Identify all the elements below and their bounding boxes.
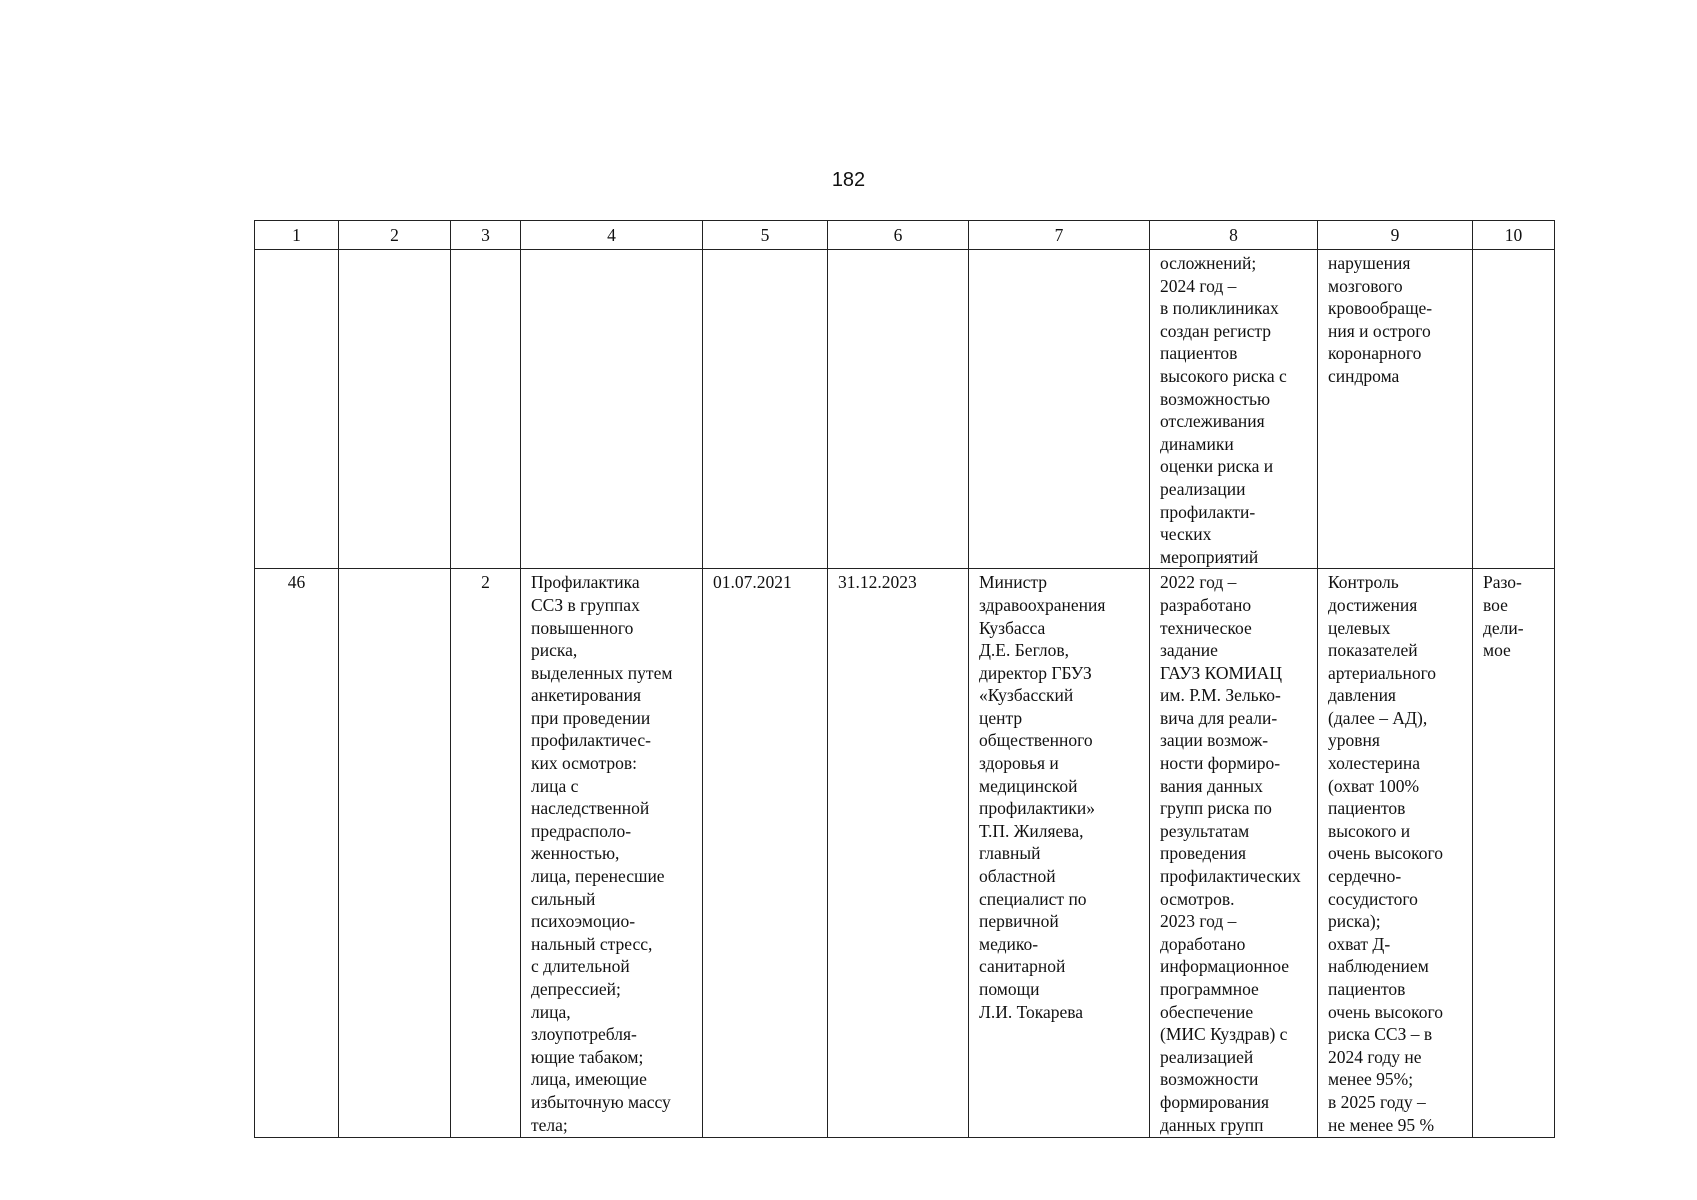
cell-text-line: главный	[979, 843, 1041, 864]
column-number: 3	[451, 221, 521, 250]
cell-text-line: наследственной	[531, 798, 650, 819]
responsible-cell	[969, 250, 1150, 569]
cell-text-line: в 2025 году –	[1328, 1091, 1426, 1112]
cell-text-line: групп риска по	[1160, 798, 1272, 819]
cell-text-line: ющие табаком;	[531, 1046, 644, 1067]
cell-text-line: риска,	[531, 640, 578, 661]
cell-text-line: холестерина	[1328, 753, 1420, 774]
cell-text-line: результатам	[1160, 820, 1250, 841]
cell-text-line: тела;	[531, 1114, 568, 1135]
cell-col3	[451, 250, 521, 569]
cell-text-line: (МИС Куздрав) с	[1160, 1024, 1288, 1045]
cell-text-line: отслеживания	[1160, 411, 1265, 432]
cell-text-line: профилакти-	[1160, 501, 1256, 522]
cell-text-line: реализации	[1160, 478, 1246, 499]
measure-name-cell	[521, 569, 703, 1138]
note-cell	[1473, 250, 1555, 569]
cell-text-line: центр	[979, 707, 1023, 728]
cell-text-line: Разо-	[1483, 572, 1522, 593]
start-date-cell: 01.07.2021	[703, 569, 828, 1138]
page-number: 182	[831, 169, 866, 191]
cell-text-line: в поликлиниках	[1160, 298, 1279, 319]
cell-text-line: «Кузбасский	[979, 685, 1074, 706]
cell-text-line: лица с	[531, 775, 579, 796]
cell-text-line: ССЗ в группах	[531, 594, 640, 615]
measures-table	[254, 220, 1555, 1138]
indicator-cell	[1318, 569, 1473, 1138]
column-numbers-row	[255, 221, 1555, 250]
cell-text-line: охват Д-	[1328, 933, 1391, 954]
cell-text-line: ности формиро-	[1160, 753, 1281, 774]
cell-text-line: коронарного	[1328, 343, 1422, 364]
cell-text-line: помощи	[979, 979, 1040, 999]
cell-text-line: задание	[1160, 640, 1218, 661]
cell-text-line: обеспечение	[1160, 1001, 1254, 1022]
column-number: 5	[703, 221, 828, 250]
row-number-cell: 46	[255, 569, 339, 1138]
cell-text-line: пациентов	[1328, 979, 1406, 999]
cell-text-line: оценки риска и	[1160, 456, 1274, 477]
cell-text-line: специалист по	[979, 888, 1087, 909]
cell-text-line: динамики	[1160, 433, 1234, 454]
cell-text-line: анкетирования	[531, 685, 642, 706]
cell-text-line: выделенных путем	[531, 662, 673, 683]
cell-text-line: профилактичес-	[531, 730, 651, 751]
cell-text-line: очень высокого	[1328, 1001, 1443, 1022]
cell-text-line: лица, имеющие	[531, 1069, 647, 1090]
cell-text-line: возможности	[1160, 1069, 1259, 1090]
cell-text-line: при проведении	[531, 707, 651, 728]
cell-text-line: областной	[979, 866, 1056, 887]
cell-text-line: предрасполо-	[531, 820, 632, 841]
row-number-cell	[255, 250, 339, 569]
cell-text-line: медико-	[979, 933, 1039, 954]
cell-text-line: ких осмотров:	[531, 753, 638, 774]
cell-text-line: проведения	[1160, 843, 1247, 864]
cell-text-line: мозгового	[1328, 275, 1403, 296]
cell-text-line: женностью,	[531, 843, 620, 864]
cell-text-line: осложнений;	[1160, 253, 1257, 273]
cell-text-line: лица,	[531, 1001, 571, 1022]
cell-text-line: возможностью	[1160, 388, 1271, 409]
cell-text-line: сосудистого	[1328, 888, 1418, 909]
cell-text-line: общественного	[979, 730, 1093, 751]
cell-text-line: дели-	[1483, 617, 1524, 638]
column-number: 2	[339, 221, 451, 250]
note-cell	[1473, 569, 1555, 1138]
cell-text-line: менее 95%;	[1328, 1069, 1414, 1090]
cell-text-line: повышенного	[531, 617, 634, 638]
cell-text-line: вича для реали-	[1160, 707, 1278, 728]
column-number: 10	[1473, 221, 1555, 250]
cell-text-line: артериального	[1328, 662, 1437, 683]
cell-text-line: риска ССЗ – в	[1328, 1024, 1433, 1045]
cell-text-line: Профилактика	[531, 572, 640, 593]
cell-text-line: сильный	[531, 888, 596, 909]
cell-text-line: программное	[1160, 979, 1259, 999]
cell-text-line: с длительной	[531, 956, 630, 977]
cell-text-line: риска);	[1328, 911, 1381, 932]
cell-text-line: мероприятий	[1160, 546, 1259, 567]
cell-text-line: Т.П. Жиляева,	[979, 820, 1084, 841]
cell-text-line: ческих	[1160, 524, 1212, 545]
end-date-cell: 31.12.2023	[828, 569, 969, 1138]
cell-text-line: Л.И. Токарева	[979, 1001, 1084, 1022]
cell-text-line: санитарной	[979, 956, 1066, 977]
table-row	[255, 250, 1555, 569]
column-number: 6	[828, 221, 969, 250]
cell-text-line: (далее – АД),	[1328, 707, 1428, 728]
cell-text-line: разработано	[1160, 594, 1252, 615]
cell-text-line: наблюдением	[1328, 956, 1429, 977]
start-date-cell	[703, 250, 828, 569]
cell-text-line: ния и острого	[1328, 320, 1431, 341]
column-number: 8	[1150, 221, 1318, 250]
cell-text-line: (охват 100%	[1328, 775, 1420, 796]
cell-text-line: зации возмож-	[1160, 730, 1269, 751]
cell-text-line: реализацией	[1160, 1046, 1254, 1067]
cell-text-line: Контроль	[1328, 572, 1399, 593]
cell-text-line: техническое	[1160, 617, 1252, 638]
cell-text-line: первичной	[979, 911, 1059, 932]
cell-text-line: данных групп	[1160, 1114, 1264, 1135]
cell-text-line: информационное	[1160, 956, 1289, 977]
table-row	[255, 569, 1555, 1138]
column-number: 1	[255, 221, 339, 250]
cell-col3: 2	[451, 569, 521, 1138]
cell-text-line: депрессией;	[531, 979, 621, 999]
cell-text-line: показателей	[1328, 640, 1418, 661]
cell-text-line: профилактических	[1160, 866, 1301, 887]
cell-text-line: нарушения	[1328, 253, 1411, 273]
cell-col2	[339, 569, 451, 1138]
cell-text-line: 2024 году не	[1328, 1046, 1422, 1067]
cell-text-line: здравоохранения	[979, 594, 1106, 615]
cell-text-line: вое	[1483, 594, 1508, 615]
cell-text-line: очень высокого	[1328, 843, 1443, 864]
cell-text-line: медицинской	[979, 775, 1078, 796]
cell-text-line: сердечно-	[1328, 866, 1402, 887]
cell-text-line: 2022 год –	[1160, 572, 1237, 593]
indicator-cell	[1318, 250, 1473, 569]
cell-text-line: лица, перенесшие	[531, 866, 665, 887]
cell-text-line: осмотров.	[1160, 888, 1235, 909]
responsible-cell	[969, 569, 1150, 1138]
cell-text-line: 2024 год –	[1160, 275, 1237, 296]
cell-text-line: давления	[1328, 685, 1396, 706]
cell-col2	[339, 250, 451, 569]
cell-text-line: высокого риска с	[1160, 365, 1287, 386]
end-date-cell	[828, 250, 969, 569]
result-cell	[1150, 569, 1318, 1138]
cell-text-line: профилактики»	[979, 798, 1095, 819]
cell-text-line: 2023 год –	[1160, 911, 1237, 932]
cell-text-line: создан регистр	[1160, 320, 1271, 341]
cell-text-line: мое	[1483, 640, 1511, 661]
result-cell	[1150, 250, 1318, 569]
cell-text-line: директор ГБУЗ	[979, 662, 1092, 683]
cell-text-line: Д.Е. Беглов,	[979, 640, 1069, 661]
cell-text-line: психоэмоцио-	[531, 911, 636, 932]
column-number: 7	[969, 221, 1150, 250]
cell-text-line: кровообраще-	[1328, 298, 1433, 319]
cell-text-line: здоровья и	[979, 753, 1059, 774]
cell-text-line: доработано	[1160, 933, 1246, 954]
cell-text-line: им. Р.М. Зелько-	[1160, 685, 1281, 706]
cell-text-line: уровня	[1328, 730, 1380, 751]
cell-text-line: синдрома	[1328, 365, 1400, 386]
cell-text-line: ГАУЗ КОМИАЦ	[1160, 662, 1282, 683]
cell-text-line: целевых	[1328, 617, 1391, 638]
cell-text-line: пациентов	[1160, 343, 1238, 364]
cell-text-line: нальный стресс,	[531, 933, 653, 954]
cell-text-line: формирования	[1160, 1091, 1270, 1112]
cell-text-line: злоупотребля-	[531, 1024, 637, 1045]
column-number: 4	[521, 221, 703, 250]
cell-text-line: пациентов	[1328, 798, 1406, 819]
cell-text-line: вания данных	[1160, 775, 1263, 796]
cell-text-line: не менее 95 %	[1328, 1114, 1435, 1135]
cell-text-line: избыточную массу	[531, 1091, 671, 1112]
cell-text-line: Кузбасса	[979, 617, 1046, 638]
cell-text-line: Министр	[979, 572, 1048, 593]
column-number: 9	[1318, 221, 1473, 250]
cell-text-line: высокого и	[1328, 820, 1411, 841]
measure-name-cell	[521, 250, 703, 569]
cell-text-line: достижения	[1328, 594, 1418, 615]
